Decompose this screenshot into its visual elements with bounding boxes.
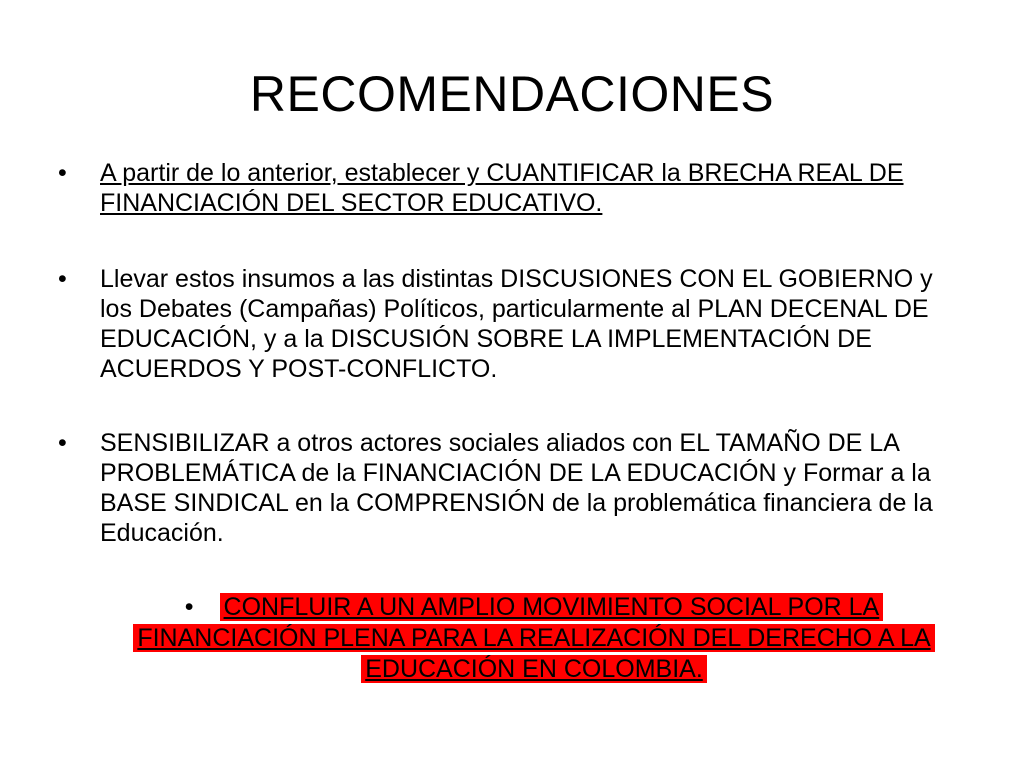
highlighted-bullet — [116, 592, 952, 685]
bullet-dot-icon: • — [58, 159, 67, 187]
bullet-dot-icon: • — [184, 593, 194, 621]
bullet-text-1: A partir de lo anterior, establecer y CUANTIFICAR la BRECHA REAL DE FINANCIACIÓN DEL SECTOR EDUCATIVO. — [100, 159, 904, 217]
slide-title: RECOMENDACIONES — [249, 66, 775, 122]
bullet-text-3: SENSIBILIZAR a otros actores sociales aliados con EL TAMAÑO DE LA PROBLEMÁTICA de la FINANCIACIÓN DE LA EDUCACIÓN y Formar a la BASE SINDICAL en la COMPRENSIÓN de la problemática financiera de la Educación. — [100, 429, 933, 547]
bullet-dot-icon: • — [58, 429, 67, 457]
bullet-dot-icon: • — [58, 265, 67, 293]
bullet-text-2: Llevar estos insumos a las distintas DISCUSIONES CON EL GOBIERNO y los Debates (Campañas) Políticos, particularmente al PLAN DECENAL DE EDUCACIÓN, y a la DISCUSIÓN SOBRE LA IMPLEMENTACIÓN DE ACUERDOS Y POST-CONFLICTO. — [100, 265, 933, 383]
highlighted-text: CONFLUIR A UN AMPLIO MOVIMIENTO SOCIAL POR LA FINANCIACIÓN PLENA PARA LA REALIZACIÓN DEL DERECHO A LA EDUCACIÓN EN COLOMBIA. — [133, 593, 934, 683]
bullet-item-2 — [58, 264, 968, 384]
bullet-item-3 — [58, 428, 968, 548]
bullet-item-1 — [58, 158, 968, 218]
